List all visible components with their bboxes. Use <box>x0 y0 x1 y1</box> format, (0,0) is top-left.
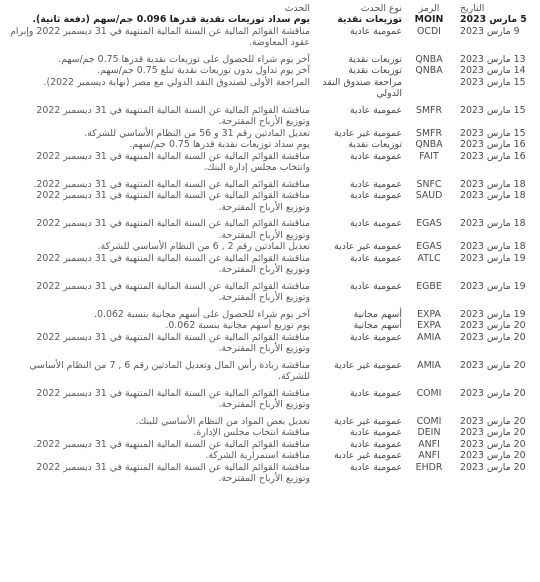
table-row <box>8 241 532 253</box>
event-date-text: 19 مارس 2023 <box>460 308 526 320</box>
event-date <box>454 65 532 77</box>
event-description: مناقشة القوائم المالية عن السنة المالية المنتهية في 31 ديسمبر 2022 وتوزيع الأرباح المقترحة. <box>36 280 310 303</box>
table-row <box>8 332 532 355</box>
event-description: مناقشة القوائم المالية عن السنة المالية المنتهية في 31 ديسمبر 2022 وتوزيع الأرباح المقترحة. <box>36 387 310 410</box>
table-header-row <box>8 3 532 14</box>
stock-symbol: EXPA <box>417 320 441 331</box>
table-row <box>8 276 532 304</box>
event-date <box>454 320 532 332</box>
event-description: آخر يوم تداول بدون توزيعات نقدية تبلغ 0.75 جم/سهم. <box>97 65 310 76</box>
event-date <box>454 174 532 191</box>
event-date <box>454 439 532 451</box>
table-row <box>8 411 532 428</box>
event-column-header: الحدث <box>284 3 310 14</box>
table-row <box>8 14 532 26</box>
event-date-text: 18 مارس 2023 <box>460 190 526 201</box>
event-date-text: 19 مارس 2023 <box>460 280 526 292</box>
event-date <box>454 427 532 439</box>
event-type: عمومية غير عادية <box>334 127 402 139</box>
event-date <box>454 213 532 241</box>
stock-symbol: SMFR <box>416 104 442 116</box>
event-type: توزيعات نقدية <box>348 53 402 65</box>
event-description: المراجعة الأولى لصندوق النقد الدولي مع مصر (نهاية ديسمبر 2022). <box>43 76 310 88</box>
event-description: مناقشة القوائم المالية عن السنة المالية المنتهية في 31 ديسمبر 2022 وتوزيع الأرباح المقترحة. <box>36 104 310 127</box>
event-date <box>454 100 532 128</box>
event-type: عمومية عادية <box>350 218 402 229</box>
stock-symbol: EXPA <box>417 308 441 320</box>
stock-symbol: EGAS <box>416 241 442 252</box>
event-date <box>454 383 532 411</box>
stock-symbol: COMI <box>416 387 442 399</box>
event-date-text: 18 مارس 2023 <box>460 178 526 190</box>
event-description: تعديل بعض المواد من النظام الأساسي للبنك. <box>135 415 310 427</box>
event-date-text: 16 مارس 2023 <box>460 139 526 150</box>
event-date-text: 20 مارس 2023 <box>460 387 526 399</box>
event-type: عمومية غير عادية <box>334 241 402 252</box>
event-type: عمومية عادية <box>350 427 402 438</box>
event-type: توزيعات نقدية <box>348 65 402 76</box>
table-row <box>8 213 532 241</box>
event-type: عمومية عادية <box>350 280 402 292</box>
event-date <box>454 450 532 462</box>
stock-symbol: EGBE <box>416 280 442 292</box>
table-row <box>8 65 532 77</box>
event-description: تعديل المادتين رقم 31 و 56 من النظام الأساسي للشركة. <box>84 127 310 139</box>
event-date-text: 20 مارس 2023 <box>460 415 526 427</box>
event-date-text: 13 مارس 2023 <box>460 53 526 65</box>
event-date <box>454 332 532 355</box>
table-row <box>8 320 532 332</box>
event-date <box>454 49 532 66</box>
stock-symbol: SNFC <box>416 178 442 190</box>
event-date <box>454 190 532 213</box>
stock-symbol: DEIN <box>417 427 441 438</box>
events-table <box>8 3 532 485</box>
table-row <box>8 190 532 213</box>
event-type: عمومية عادية <box>350 150 402 162</box>
event-type: أسهم مجانية <box>353 320 402 331</box>
table-row <box>8 462 532 485</box>
stock-symbol: AMIA <box>417 331 441 343</box>
event-date <box>454 462 532 485</box>
stock-symbol: FAIT <box>419 150 439 162</box>
event-description: آخر يوم شراء للحصول على توزيعات نقدية قدرها 0.75 جم/سهم. <box>58 53 310 65</box>
event-type: عمومية عادية <box>350 104 402 116</box>
table-row <box>8 450 532 462</box>
event-date-text: 15 مارس 2023 <box>460 127 526 139</box>
event-type: عمومية عادية <box>350 25 402 37</box>
event-date-text: 16 مارس 2023 <box>460 150 526 162</box>
event-description: يوم سداد توزيعات نقدية قدرها 0.096 جم/سهم (دفعة ثانية). <box>32 14 310 25</box>
event-date-text: 20 مارس 2023 <box>460 450 526 461</box>
stock-symbol: EGAS <box>416 218 442 229</box>
event-date <box>454 355 532 383</box>
symbol-column-header: الرمز <box>418 3 440 14</box>
event-description: مناقشة القوائم المالية عن السنة المالية المنتهية في 31 ديسمبر 2022 وتوزيع الأرباح المقترحة. <box>36 331 310 354</box>
event-description: يوم سداد توزيعات نقدية قدرها 0.75 جم/سهم. <box>129 139 310 150</box>
event-date <box>454 253 532 276</box>
event-date <box>454 14 532 26</box>
events-table-body <box>8 14 532 485</box>
event-description: مناقشة القوائم المالية عن السنة المالية المنتهية في 31 ديسمبر 2022 وانتخاب مجلس إدارة البنك. <box>36 150 310 173</box>
event-description: آخر يوم شراء للحصول على أسهم مجانية بنسبة 0.062. <box>94 308 310 320</box>
event-type: عمومية عادية <box>350 190 402 201</box>
event-date-text: 20 مارس 2023 <box>460 331 526 343</box>
event-date-text: 20 مارس 2023 <box>460 438 526 450</box>
table-row <box>8 77 532 100</box>
event-date-text: 20 مارس 2023 <box>460 427 526 438</box>
event-description: مناقشة القوائم المالية عن السنة المالية المنتهية في 31 ديسمبر 2022 وإبرام عقود المعاوضة. <box>10 25 310 48</box>
event-type: عمومية غير عادية <box>334 415 402 427</box>
stock-symbol: SMFR <box>416 127 442 139</box>
event-type: توزيعات نقدية <box>337 14 402 25</box>
event-type: عمومية عادية <box>350 331 402 343</box>
event-type-column-header: نوع الحدث <box>360 3 402 14</box>
stock-symbol: OCDI <box>417 25 441 37</box>
event-type: عمومية عادية <box>350 252 402 264</box>
table-row <box>8 139 532 151</box>
event-description: مناقشة القوائم المالية عن السنة المالية المنتهية في 31 ديسمبر 2022 وتوزيع الأرباح المقترحة. <box>36 252 310 275</box>
event-description: مناقشة القوائم المالية عن السنة المالية المنتهية في 31 ديسمبر 2022. <box>33 438 310 450</box>
event-date <box>454 151 532 174</box>
stock-symbol: ANFI <box>418 450 440 461</box>
event-date-text: 20 مارس 2023 <box>460 359 526 371</box>
event-date-text: 5 مارس 2023 <box>460 14 527 25</box>
table-row <box>8 383 532 411</box>
table-row <box>8 49 532 66</box>
event-date <box>454 26 532 49</box>
table-row <box>8 304 532 321</box>
stock-symbol: SAUD <box>415 190 443 201</box>
table-row <box>8 427 532 439</box>
table-row <box>8 355 532 383</box>
stock-symbol: EHDR <box>415 461 443 473</box>
event-type: توزيعات نقدية <box>348 139 402 150</box>
event-description: مناقشة القوائم المالية عن السنة المالية المنتهية في 31 ديسمبر 2022. <box>33 178 310 190</box>
event-date <box>454 276 532 304</box>
event-date <box>454 128 532 140</box>
event-date <box>454 77 532 100</box>
event-date-text: 18 مارس 2023 <box>460 218 526 229</box>
event-description: مناقشة القوائم المالية عن السنة المالية المنتهية في 31 ديسمبر 2022 وتوزيع الأرباح المقترحة. <box>36 461 310 484</box>
date-column-header: التاريخ <box>460 3 485 14</box>
stock-symbol: MOIN <box>414 14 444 25</box>
event-description: مناقشة انتخاب مجلس الإدارة. <box>193 427 310 438</box>
event-type: مراجعة صندوق النقد الدولي <box>322 76 402 99</box>
event-date <box>454 411 532 428</box>
event-date-text: 15 مارس 2023 <box>460 104 526 116</box>
event-date-text: 19 مارس 2023 <box>460 252 526 264</box>
event-type: عمومية عادية <box>350 178 402 190</box>
event-date-text: 20 مارس 2023 <box>460 320 526 331</box>
event-description: يوم توزيع أسهم مجانية بنسبة 0.062. <box>165 320 310 331</box>
stock-symbol: ANFI <box>418 438 440 450</box>
event-type: عمومية عادية <box>350 461 402 473</box>
event-description: مناقشة زيادة رأس المال وتعديل المادتين رقم 6 , 7 من النظام الأساسي للشركة. <box>29 359 310 382</box>
event-date-text: 18 مارس 2023 <box>460 241 526 252</box>
event-date-text: 15 مارس 2023 <box>460 76 526 88</box>
stock-symbol <box>404 77 454 100</box>
event-description: مناقشة استمرارية الشركة. <box>205 450 310 461</box>
event-date <box>454 139 532 151</box>
table-row <box>8 100 532 128</box>
stock-symbol: QNBA <box>415 139 443 150</box>
table-row <box>8 128 532 140</box>
event-description: مناقشة القوائم المالية عن السنة المالية المنتهية في 31 ديسمبر 2022 وتوزيع الأرباح المقترحة. <box>36 218 310 241</box>
stock-symbol: AMIA <box>417 359 441 371</box>
event-type: أسهم مجانية <box>353 308 402 320</box>
event-date-text: 20 مارس 2023 <box>460 461 526 473</box>
stock-symbol: ATLC <box>417 252 441 264</box>
stock-symbol: QNBA <box>415 65 443 76</box>
event-type: عمومية عادية <box>350 387 402 399</box>
event-date-text: 9 مارس 2023 <box>460 25 520 37</box>
table-row <box>8 26 532 49</box>
stock-symbol: COMI <box>416 415 442 427</box>
event-type: عمومية عادية <box>350 438 402 450</box>
event-type: عمومية غير عادية <box>334 359 402 371</box>
event-type: عمومية غير عادية <box>334 450 402 461</box>
table-row <box>8 174 532 191</box>
event-description: مناقشة القوائم المالية عن السنة المالية المنتهية في 31 ديسمبر 2022 وتوزيع الأرباح المقترحة. <box>36 190 310 213</box>
event-date-text: 14 مارس 2023 <box>460 65 526 76</box>
event-date <box>454 304 532 321</box>
event-date <box>454 241 532 253</box>
table-row <box>8 253 532 276</box>
table-row <box>8 439 532 451</box>
stock-symbol: QNBA <box>415 53 443 65</box>
table-row <box>8 151 532 174</box>
event-description: تعديل المادتين رقم 2 , 6 من النظام الأساسي للشركة. <box>97 241 310 252</box>
